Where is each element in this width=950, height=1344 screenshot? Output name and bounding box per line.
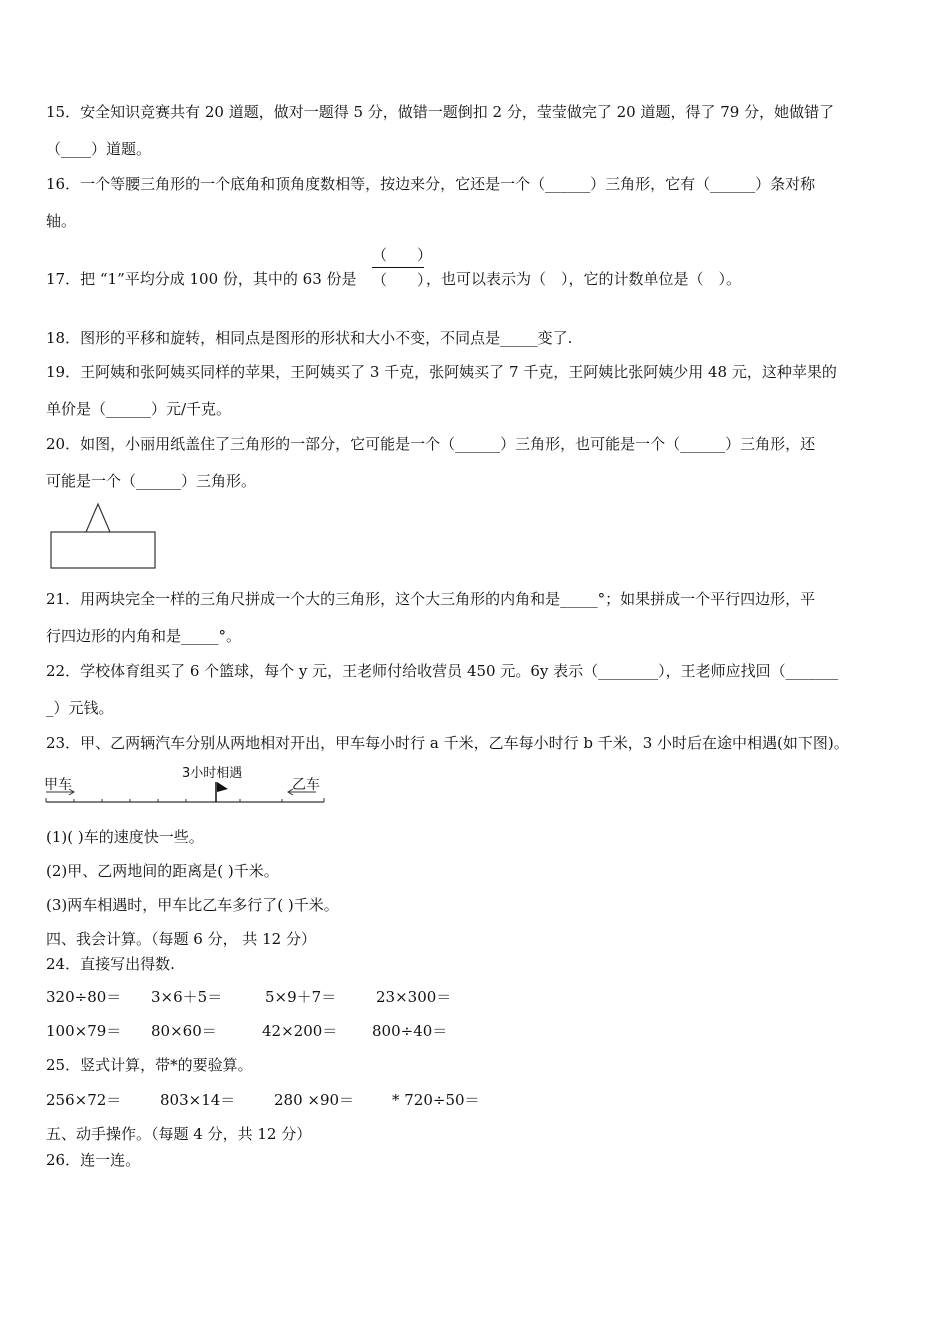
q16-line1: 16．一个等腰三角形的一个底角和顶角度数相等，按边来分，它还是一个（______）三角形，它有（______）条对称: [46, 175, 816, 193]
calc-item: 800÷40＝: [372, 1022, 448, 1040]
q23-sub2: (2)甲、乙两地间的距离是( )千米。: [46, 862, 279, 880]
calc-item: 5×9＋7＝: [265, 988, 337, 1006]
calc-item: 42×200＝: [262, 1022, 338, 1040]
q22-line1: 22．学校体育组买了 6 个篮球，每个 y 元，王老师付给收营员 450 元。6y 表示（________），王老师应找回（_______: [46, 662, 839, 680]
covered-triangle-figure: [48, 500, 160, 572]
meet-label: 3小时相遇: [182, 766, 243, 781]
flag-icon: [217, 782, 228, 792]
calc-item: 100×79＝: [46, 1022, 122, 1040]
paper-rectangle: [51, 532, 155, 568]
calc-item: 320÷80＝: [46, 988, 122, 1006]
fraction-bar: [372, 267, 424, 268]
q18-line1: 18．图形的平移和旋转，相同点是图形的形状和大小不变，不同点是_____变了.: [46, 329, 573, 347]
calc-item: 3×6＋5＝: [151, 988, 223, 1006]
triangle-tip: [86, 504, 110, 532]
q24-title: 24．直接写出得数.: [46, 955, 175, 973]
q26-title: 26．连一连。: [46, 1151, 141, 1169]
q17-fraction-denominator: （ ）: [372, 271, 433, 289]
car-b-label: 乙车: [292, 777, 320, 793]
q22-line2: _）元钱。: [46, 699, 114, 717]
q17-text: 17．把 “1”平均分成 100 份，其中的 63 份是: [46, 270, 357, 288]
meeting-line: [44, 762, 334, 812]
q23-line1: 23．甲、乙两辆汽车分别从两地相对开出，甲车每小时行 a 千米，乙车每小时行 b 千米，3 小时后在途中相遇(如下图)。: [46, 734, 849, 752]
q17-tail: ，也可以表示为（ ），它的计数单位是（ ）。: [426, 270, 742, 288]
calc-item: 256×72＝: [46, 1091, 122, 1109]
meeting-diagram: [44, 762, 334, 812]
q19-line2: 单价是（______）元/千克。: [46, 400, 232, 418]
section4-heading: 四、我会计算。（每题 6 分， 共 12 分）: [46, 930, 316, 948]
calc-item: 280 ×90＝: [274, 1091, 355, 1109]
section5-heading: 五、动手操作。（每题 4 分，共 12 分）: [46, 1125, 312, 1143]
calc-item: * 720÷50＝: [392, 1091, 480, 1109]
q15-line2: （____）道题。: [46, 140, 152, 158]
q23-sub1: (1)( )车的速度快一些。: [46, 828, 204, 846]
q16-line2: 轴。: [46, 212, 77, 230]
car-a-label: 甲车: [44, 777, 72, 793]
q21-line2: 行四边形的内角和是_____°。: [46, 627, 242, 645]
calc-item: 23×300＝: [376, 988, 452, 1006]
q19-line1: 19．王阿姨和张阿姨买同样的苹果，王阿姨买了 3 千克，张阿姨买了 7 千克，王阿姨比张阿姨少用 48 元，这种苹果的: [46, 363, 837, 381]
q20-line1: 20．如图，小丽用纸盖住了三角形的一部分，它可能是一个（______）三角形，也可能是一个（______）三角形，还: [46, 435, 816, 453]
q15-line1: 15．安全知识竞赛共有 20 道题，做对一题得 5 分，做错一题倒扣 2 分，莹莹做完了 20 道题，得了 79 分，她做错了: [46, 103, 835, 121]
calc-item: 80×60＝: [151, 1022, 217, 1040]
q17-fraction: [372, 244, 433, 290]
q23-sub3: (3)两车相遇时，甲车比乙车多行了( )千米。: [46, 896, 339, 914]
q20-line2: 可能是一个（______）三角形。: [46, 472, 257, 490]
q17-fraction-numerator: （ ）: [372, 246, 433, 264]
q25-title: 25．竖式计算，带*的要验算。: [46, 1056, 253, 1074]
q21-line1: 21．用两块完全一样的三角尺拼成一个大的三角形，这个大三角形的内角和是_____°；如果拼成一个平行四边形，平: [46, 590, 816, 608]
calc-item: 803×14＝: [160, 1091, 236, 1109]
